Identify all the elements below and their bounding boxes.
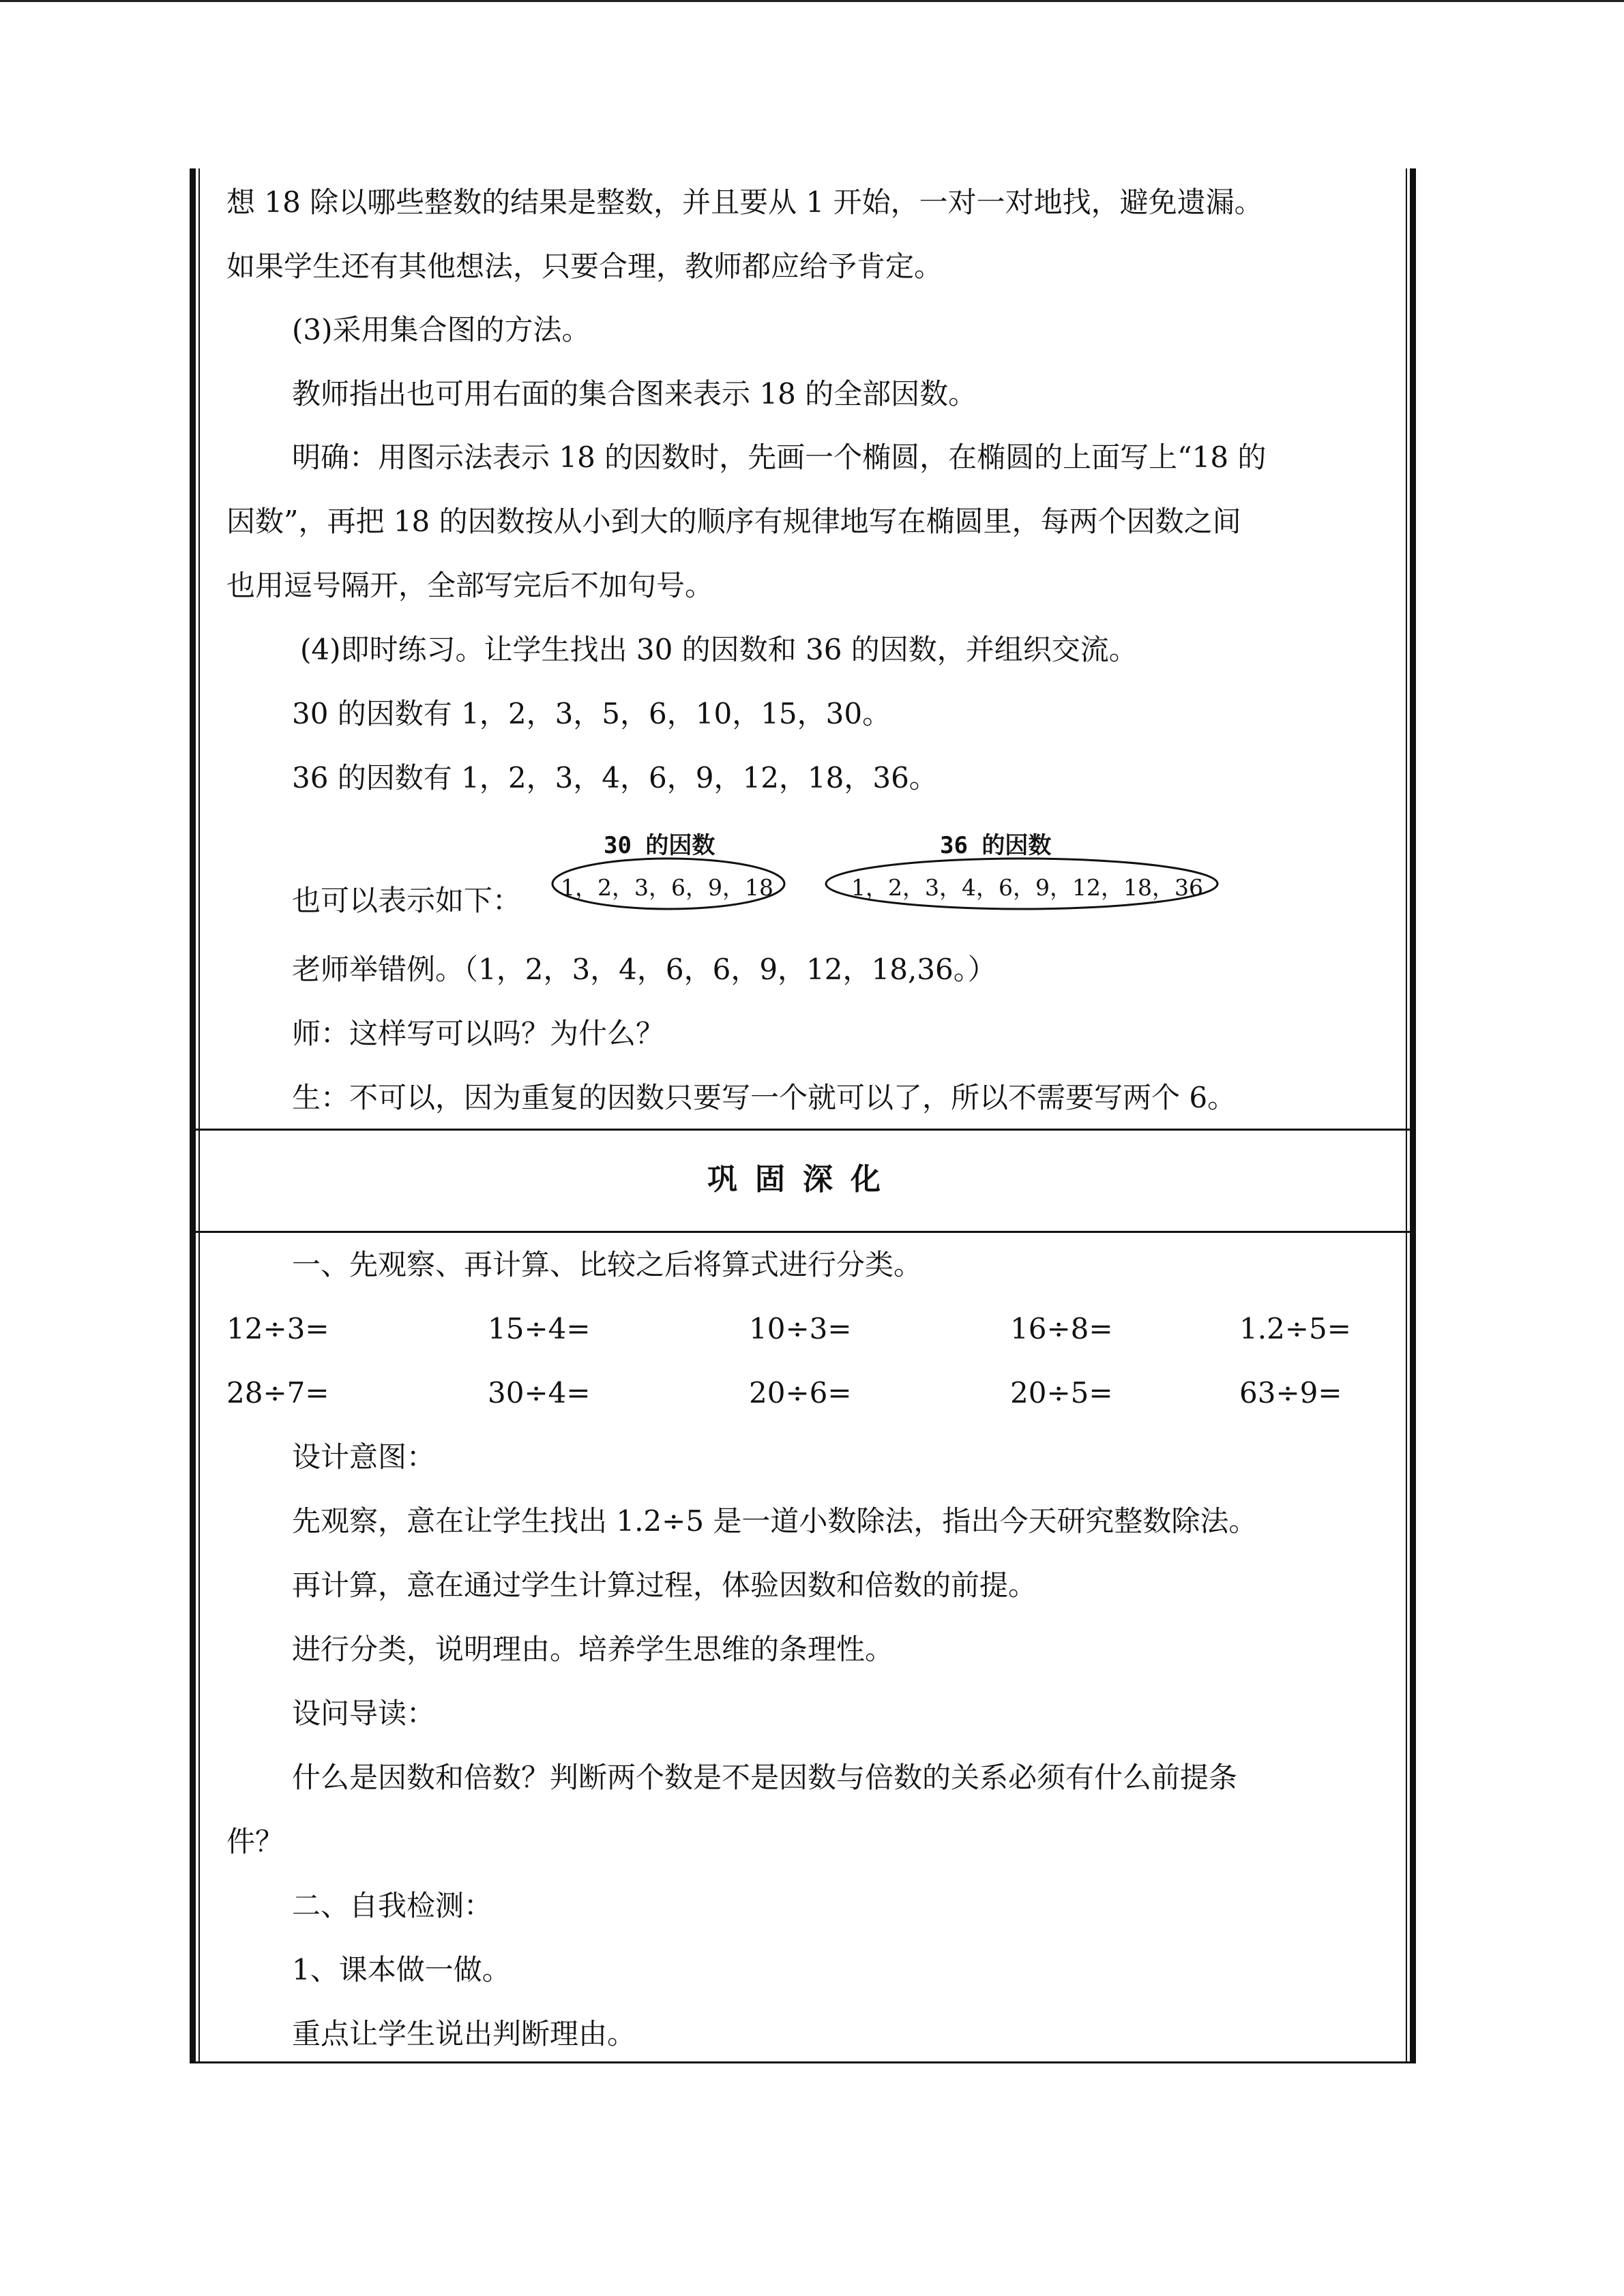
paragraph-line: 教师指出也可用右面的集合图来表示 18 的全部因数。 <box>292 377 977 411</box>
paragraph-line: 重点让学生说出判断理由。 <box>292 2017 636 2051</box>
paragraph-line: 明确：用图示法表示 18 的因数时，先画一个椭圆，在椭圆的上面写上“18 的 <box>292 441 1267 474</box>
page-top-border <box>0 0 1624 2</box>
set-title-36: 36 的因数 <box>940 832 1052 859</box>
heading-bottom-rule <box>190 1231 1416 1233</box>
set-title-30: 30 的因数 <box>604 832 715 859</box>
paragraph-line: (4)即时练习。让学生找出 30 的因数和 36 的因数，并组织交流。 <box>300 633 1138 666</box>
paragraph-line: 件？ <box>226 1825 284 1858</box>
table-inner-left-border <box>198 168 200 2063</box>
expression-cell: 63÷9= <box>1239 1376 1342 1410</box>
expression-cell: 12÷3= <box>226 1312 329 1345</box>
paragraph-line: (3)采用集合图的方法。 <box>292 313 591 346</box>
table-inner-right-border <box>1406 168 1407 2063</box>
expression-cell: 1.2÷5= <box>1239 1312 1351 1345</box>
exercise-intro: 一、先观察、再计算、比较之后将算式进行分类。 <box>292 1248 923 1281</box>
expression-cell: 15÷4= <box>488 1312 591 1345</box>
paragraph-line: 如果学生还有其他想法，只要合理，教师都应给予肯定。 <box>226 250 943 283</box>
paragraph-line: 生：不可以，因为重复的因数只要写一个就可以了，所以不需要写两个 6。 <box>292 1081 1237 1114</box>
section-heading: 巩固深化 <box>707 1162 898 1197</box>
paragraph-line: 1、课本做一做。 <box>292 1953 511 1986</box>
paragraph-line: 先观察，意在让学生找出 1.2÷5 是一道小数除法，指出今天研究整数除法。 <box>292 1504 1258 1538</box>
paragraph-line: 设计意图： <box>292 1440 436 1474</box>
paragraph-line: 师：这样写可以吗？为什么？ <box>292 1017 665 1050</box>
paragraph-line: 什么是因数和倍数？判断两个数是不是因数与倍数的关系必须有什么前提条 <box>292 1761 1238 1794</box>
paragraph-line: 二、自我检测： <box>292 1889 493 1922</box>
expression-cell: 20÷5= <box>1010 1376 1113 1410</box>
expression-cell: 10÷3= <box>749 1312 852 1345</box>
heading-top-rule <box>190 1129 1416 1131</box>
expression-cell: 16÷8= <box>1010 1312 1113 1345</box>
paragraph-line: 想 18 除以哪些整数的结果是整数，并且要从 1 开始，一对一对地找，避免遗漏。 <box>226 185 1263 219</box>
paragraph-line: 老师举错例。（1，2，3，4，6，6，9，12，18,36。） <box>292 953 996 986</box>
expression-cell: 30÷4= <box>488 1376 591 1410</box>
paragraph-line: 30 的因数有 1，2，3，5，6，10，15，30。 <box>292 697 891 730</box>
expression-cell: 20÷6= <box>749 1376 852 1410</box>
paragraph-line: 设问导读： <box>292 1697 436 1730</box>
paragraph-line: 36 的因数有 1，2，3，4，6，9，12，18，36。 <box>292 761 938 794</box>
expression-cell: 28÷7= <box>226 1376 329 1410</box>
paragraph-line: 也用逗号隔开，全部写完后不加句号。 <box>226 569 714 602</box>
set-content-36: 1，2，3，4，6，9，12，18，36 <box>851 874 1203 901</box>
also-label: 也可以表示如下： <box>292 884 522 917</box>
set-content-30: 1，2，3，6，9，18 <box>561 874 773 901</box>
table-bottom-rule <box>190 2061 1416 2063</box>
paragraph-line: 因数”，再把 18 的因数按从小到大的顺序有规律地写在椭圆里，每两个因数之间 <box>226 505 1241 538</box>
paragraph-line: 再计算，意在通过学生计算过程，体验因数和倍数的前提。 <box>292 1568 1037 1602</box>
paragraph-line: 进行分类，说明理由。培养学生思维的条理性。 <box>292 1632 894 1666</box>
